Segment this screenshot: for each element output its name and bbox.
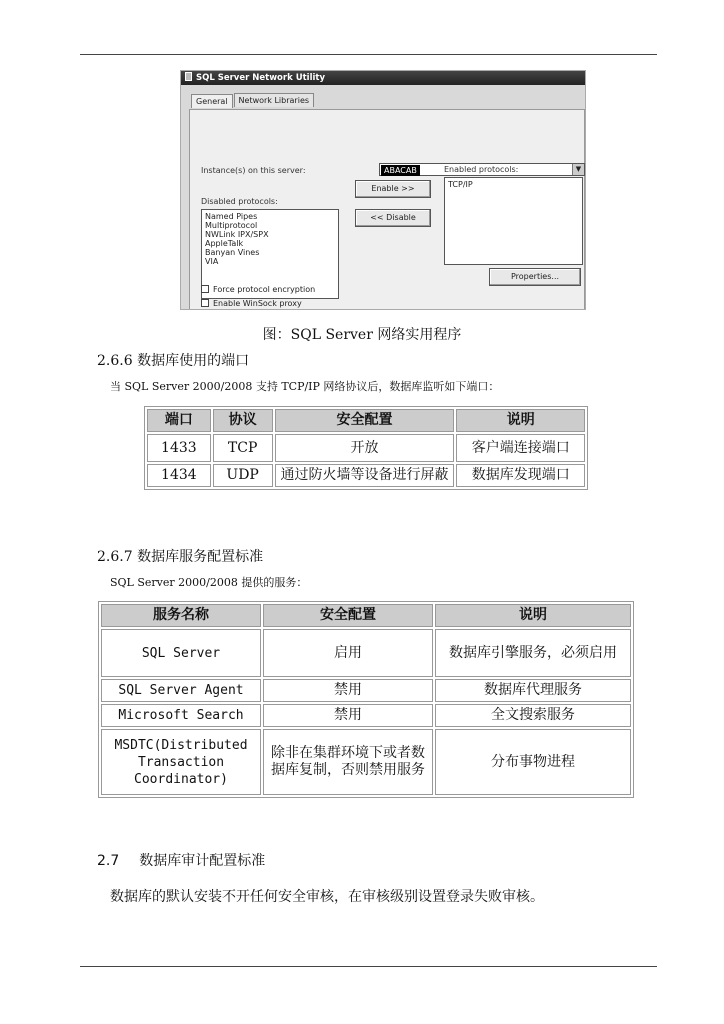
table-cell: 客户端连接端口 bbox=[456, 434, 585, 462]
col-header-protocol: 协议 bbox=[213, 409, 273, 432]
col-header-port: 端口 bbox=[147, 409, 211, 432]
table-cell: 除非在集群环境下或者数据库复制，否则禁用服务 bbox=[263, 729, 433, 795]
section-title: 数据库审计配置标准 bbox=[139, 853, 266, 869]
winsock-proxy-checkbox[interactable] bbox=[201, 299, 302, 309]
list-item[interactable]: AppleTalk bbox=[205, 239, 244, 248]
section-number: 2.7 bbox=[97, 853, 120, 869]
list-item[interactable]: NWLink IPX/SPX bbox=[205, 230, 269, 239]
table-cell: TCP bbox=[213, 434, 273, 462]
tab-network-libraries[interactable]: Network Libraries bbox=[234, 93, 315, 107]
section-heading-27 bbox=[97, 850, 265, 870]
enabled-protocols-label: Enabled protocols: bbox=[444, 165, 519, 174]
col-header-description: 说明 bbox=[435, 604, 631, 627]
section-intro-266: 当 SQL Server 2000/2008 支持 TCP/IP 网络协议后，数据库监听如下端口： bbox=[110, 380, 500, 393]
enabled-protocols-list[interactable] bbox=[444, 177, 583, 265]
table-row bbox=[101, 704, 631, 727]
list-item[interactable]: Multiprotocol bbox=[205, 221, 258, 230]
window-titlebar bbox=[181, 71, 585, 85]
list-item[interactable]: VIA bbox=[205, 257, 219, 266]
table-row bbox=[101, 629, 631, 677]
tab-general[interactable]: General bbox=[191, 94, 233, 108]
col-header-security: 安全配置 bbox=[275, 409, 455, 432]
table-cell: 启用 bbox=[263, 629, 433, 677]
chevron-down-icon[interactable]: ▼ bbox=[572, 164, 584, 175]
col-header-description: 说明 bbox=[456, 409, 585, 432]
table-header-row bbox=[101, 604, 631, 627]
list-item[interactable]: Banyan Vines bbox=[205, 248, 260, 257]
table-row bbox=[101, 679, 631, 702]
table-cell: 数据库发现端口 bbox=[456, 464, 585, 487]
checkbox-icon[interactable] bbox=[201, 299, 209, 307]
section-intro-267: SQL Server 2000/2008 提供的服务： bbox=[110, 576, 308, 589]
disabled-protocols-label: Disabled protocols: bbox=[201, 197, 278, 206]
table-cell: 1434 bbox=[147, 464, 211, 487]
tab-strip bbox=[191, 93, 315, 107]
table-cell: SQL Server Agent bbox=[101, 679, 261, 702]
services-table bbox=[98, 601, 634, 798]
figure-caption: 图：SQL Server 网络实用程序 bbox=[262, 327, 462, 343]
section-heading-266: 2.6.6 数据库使用的端口 bbox=[97, 353, 250, 369]
checkbox-icon[interactable] bbox=[201, 285, 209, 293]
table-cell: SQL Server bbox=[101, 629, 261, 677]
footer-rule bbox=[80, 966, 657, 967]
table-cell: 分布事物进程 bbox=[435, 729, 631, 795]
audit-paragraph: 数据库的默认安装不开任何安全审核，在审核级别设置登录失败审核。 bbox=[110, 889, 544, 905]
table-cell: 1433 bbox=[147, 434, 211, 462]
disable-button[interactable]: << Disable bbox=[355, 209, 431, 227]
table-row bbox=[101, 729, 631, 795]
table-cell: 全文搜索服务 bbox=[435, 704, 631, 727]
col-header-service: 服务名称 bbox=[101, 604, 261, 627]
table-header-row bbox=[147, 409, 585, 432]
section-heading-267: 2.6.7 数据库服务配置标准 bbox=[97, 549, 264, 565]
table-cell: 禁用 bbox=[263, 704, 433, 727]
force-encryption-checkbox[interactable] bbox=[201, 285, 315, 295]
table-cell: 禁用 bbox=[263, 679, 433, 702]
force-encryption-label: Force protocol encryption bbox=[213, 285, 316, 294]
ports-table bbox=[144, 406, 588, 490]
table-cell: UDP bbox=[213, 464, 273, 487]
app-icon bbox=[185, 72, 192, 81]
instance-value: ABACAB bbox=[381, 165, 420, 176]
window-title: SQL Server Network Utility bbox=[196, 73, 326, 83]
table-cell: 数据库代理服务 bbox=[435, 679, 631, 702]
properties-button[interactable]: Properties... bbox=[489, 268, 581, 286]
table-row bbox=[147, 434, 585, 462]
table-cell: MSDTC(Distributed Transaction Coordinator) bbox=[101, 729, 261, 795]
table-cell: 通过防火墙等设备进行屏蔽 bbox=[275, 464, 455, 487]
header-rule bbox=[80, 54, 657, 55]
winsock-proxy-label: Enable WinSock proxy bbox=[213, 299, 302, 308]
enable-button[interactable]: Enable >> bbox=[355, 180, 431, 198]
table-row bbox=[147, 464, 585, 487]
list-item[interactable]: Named Pipes bbox=[205, 212, 258, 221]
network-utility-screenshot bbox=[180, 70, 586, 310]
table-cell: 开放 bbox=[275, 434, 455, 462]
col-header-security: 安全配置 bbox=[263, 604, 433, 627]
instances-label: Instance(s) on this server: bbox=[201, 166, 306, 175]
table-cell: Microsoft Search bbox=[101, 704, 261, 727]
table-cell: 数据库引擎服务，必须启用 bbox=[435, 629, 631, 677]
list-item[interactable]: TCP/IP bbox=[448, 180, 473, 189]
